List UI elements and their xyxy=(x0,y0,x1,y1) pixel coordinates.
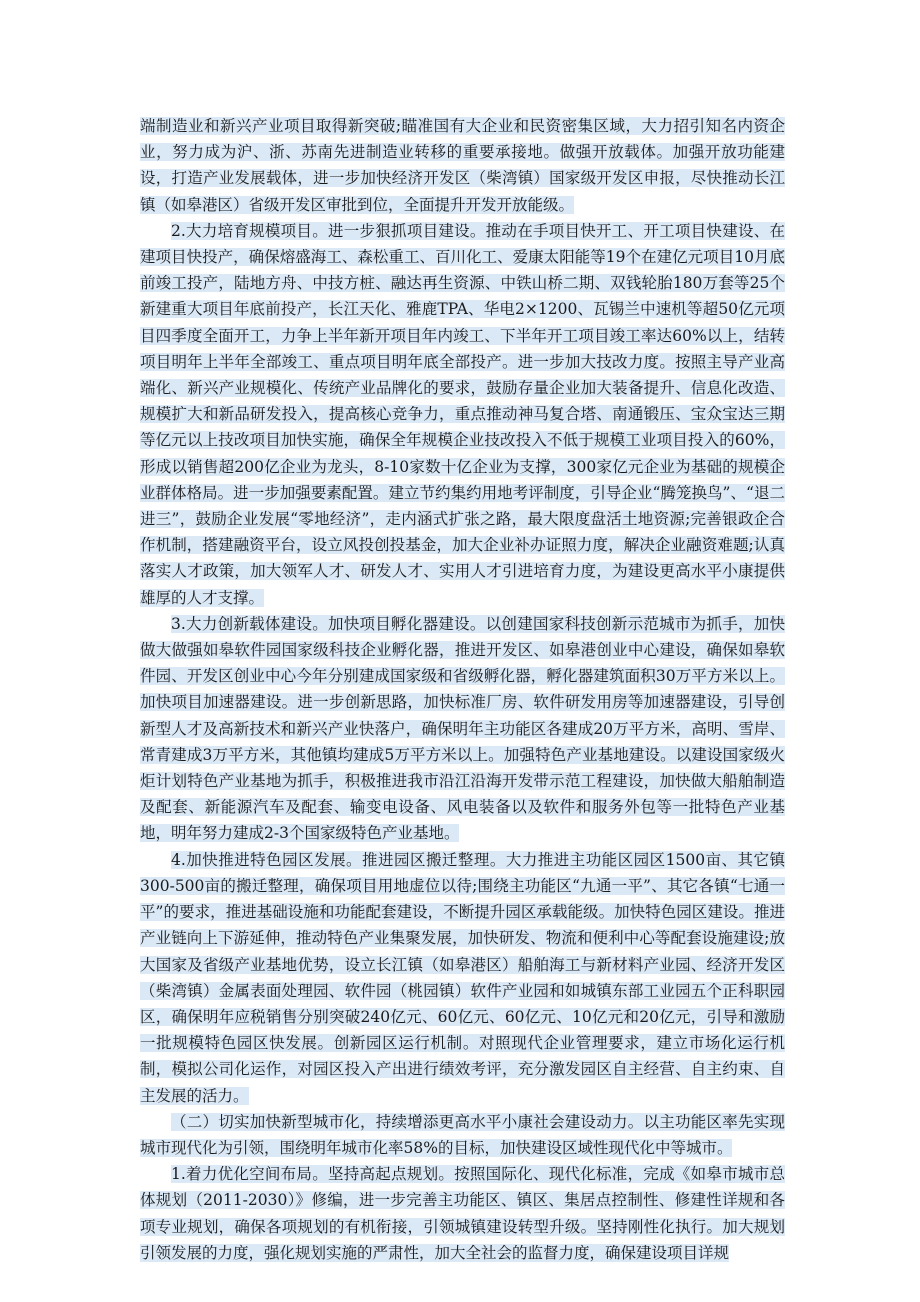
paragraph-5 xyxy=(140,1109,785,1161)
paragraph-2 xyxy=(140,218,785,611)
paragraph-1 xyxy=(140,113,785,218)
paragraph-4-text: 4.加快推进特色园区发展。推进园区搬迁整理。大力推进主功能区园区1500亩、其它镇300-500亩的搬迁整理，确保项目用地虚位以待;围绕主功能区“九通一平”、其它各镇“七通一平”的要求，推进基础设施和功能配套建设，不断提升园区承载能级。加快特色园区建设。推进产业链向上下游延伸，推动特色产业集聚发展，加快研发、物流和便利中心等配套设施建设;放大国家及省级产业基地优势，设立长江镇（如皋港区）船舶海工与新材料产业园、经济开发区（柴湾镇）金属表面处理园、软件园（桃园镇）软件产业园和如城镇东部工业园五个正科职园区，确保明年应税销售分别突破240亿元、60亿元、60亿元、10亿元和20亿元，引导和激励一批规模特色园区快发展。创新园区运行机制。对照现代企业管理要求，建立市场化运行机制，模拟公司化运作，对园区投入产出进行绩效考评，充分激发园区自主经营、自主约束、自主发展的活力。 xyxy=(140,850,785,1105)
paragraph-3-text: 3.大力创新载体建设。加快项目孵化器建设。以创建国家科技创新示范城市为抓手，加快做大做强如皋软件园国家级科技企业孵化器，推进开发区、如皋港创业中心建设，确保如皋软件园、开发区创业中心今年分别建成国家级和省级孵化器，孵化器建筑面积30万平方米以上。加快项目加速器建设。进一步创新思路，加快标准厂房、软件研发用房等加速器建设，引导创新型人才及高新技术和新兴产业快落户，确保明年主功能区各建成20万平方米，高明、雪岸、常青建成3万平方米，其他镇均建成5万平方米以上。加强特色产业基地建设。以建设国家级火炬计划特色产业基地为抓手，积极推进我市沿江沿海开发带示范工程建设，加快做大船舶制造及配套、新能源汽车及配套、输变电设备、风电装备以及软件和服务外包等一批特色产业基地，明年努力建成2-3个国家级特色产业基地。 xyxy=(140,614,785,843)
paragraph-2-text: 2.大力培育规模项目。进一步狠抓项目建设。推动在手项目快开工、开工项目快建设、在建项目快投产，确保熔盛海工、森松重工、百川化工、爱康太阳能等19个在建亿元项目10月底前竣工投产，陆地方舟、中技方桩、融达再生资源、中铁山桥二期、双钱轮胎180万套等25个新建重大项目年底前投产，长江天化、雅鹿TPA、华电2×1200、瓦锡兰中速机等超50亿元项目四季度全面开工，力争上半年新开项目年内竣工、下半年开工项目竣工率达60%以上，结转项目明年上半年全部竣工、重点项目明年底全部投产。进一步加大技改力度。按照主导产业高端化、新兴产业规模化、传统产业品牌化的要求，鼓励存量企业加大装备提升、信息化改造、规模扩大和新品研发投入，提高核心竞争力，重点推动神马复合塔、南通锻压、宝众宝达三期等亿元以上技改项目加快实施，确保全年规模企业技改投入不低于规模工业项目投入的60%，形成以销售超200亿企业为龙头，8-10家数十亿企业为支撑，300家亿元企业为基础的规模企业群体格局。进一步加强要素配置。建立节约集约用地考评制度，引导企业“腾笼换鸟”、“退二进三”，鼓励企业发展“零地经济”，走内涵式扩张之路，最大限度盘活土地资源;完善银政企合作机制，搭建融资平台，设立风投创投基金，加大企业补办证照力度，解决企业融资难题;认真落实人才政策，加大领军人才、研发人才、实用人才引进培育力度，为建设更高水平小康提供雄厚的人才支撑。 xyxy=(140,221,785,607)
paragraph-3 xyxy=(140,611,785,847)
document-body xyxy=(140,113,785,1266)
paragraph-4 xyxy=(140,847,785,1109)
paragraph-6 xyxy=(140,1161,785,1266)
paragraph-6-text: 1.着力优化空间布局。坚持高起点规划。按照国际化、现代化标准，完成《如皋市城市总体规划（2011-2030）》修编，进一步完善主功能区、镇区、集居点控制性、修建性详规和各项专业规划，确保各项规划的有机衔接，引领城镇建设转型升级。坚持刚性化执行。加大规划引领发展的力度，强化规划实施的严肃性，加大全社会的监督力度，确保建设项目详规 xyxy=(140,1165,785,1262)
paragraph-1-text: 端制造业和新兴产业项目取得新突破;瞄准国有大企业和民资密集区域，大力招引知名内资企业，努力成为沪、浙、苏南先进制造业转移的重要承接地。做强开放载体。加强开放功能建设，打造产业发展载体，进一步加快经济开发区（柴湾镇）国家级开发区申报，尽快推动长江镇（如皋港区）省级开发区审批到位，全面提升开发开放能级。 xyxy=(140,117,785,214)
paragraph-5-text: （二）切实加快新型城市化，持续增添更高水平小康社会建设动力。以主功能区率先实现城市现代化为引领，围绕明年城市化率58%的目标，加快建设区域性现代化中等城市。 xyxy=(140,1112,785,1157)
